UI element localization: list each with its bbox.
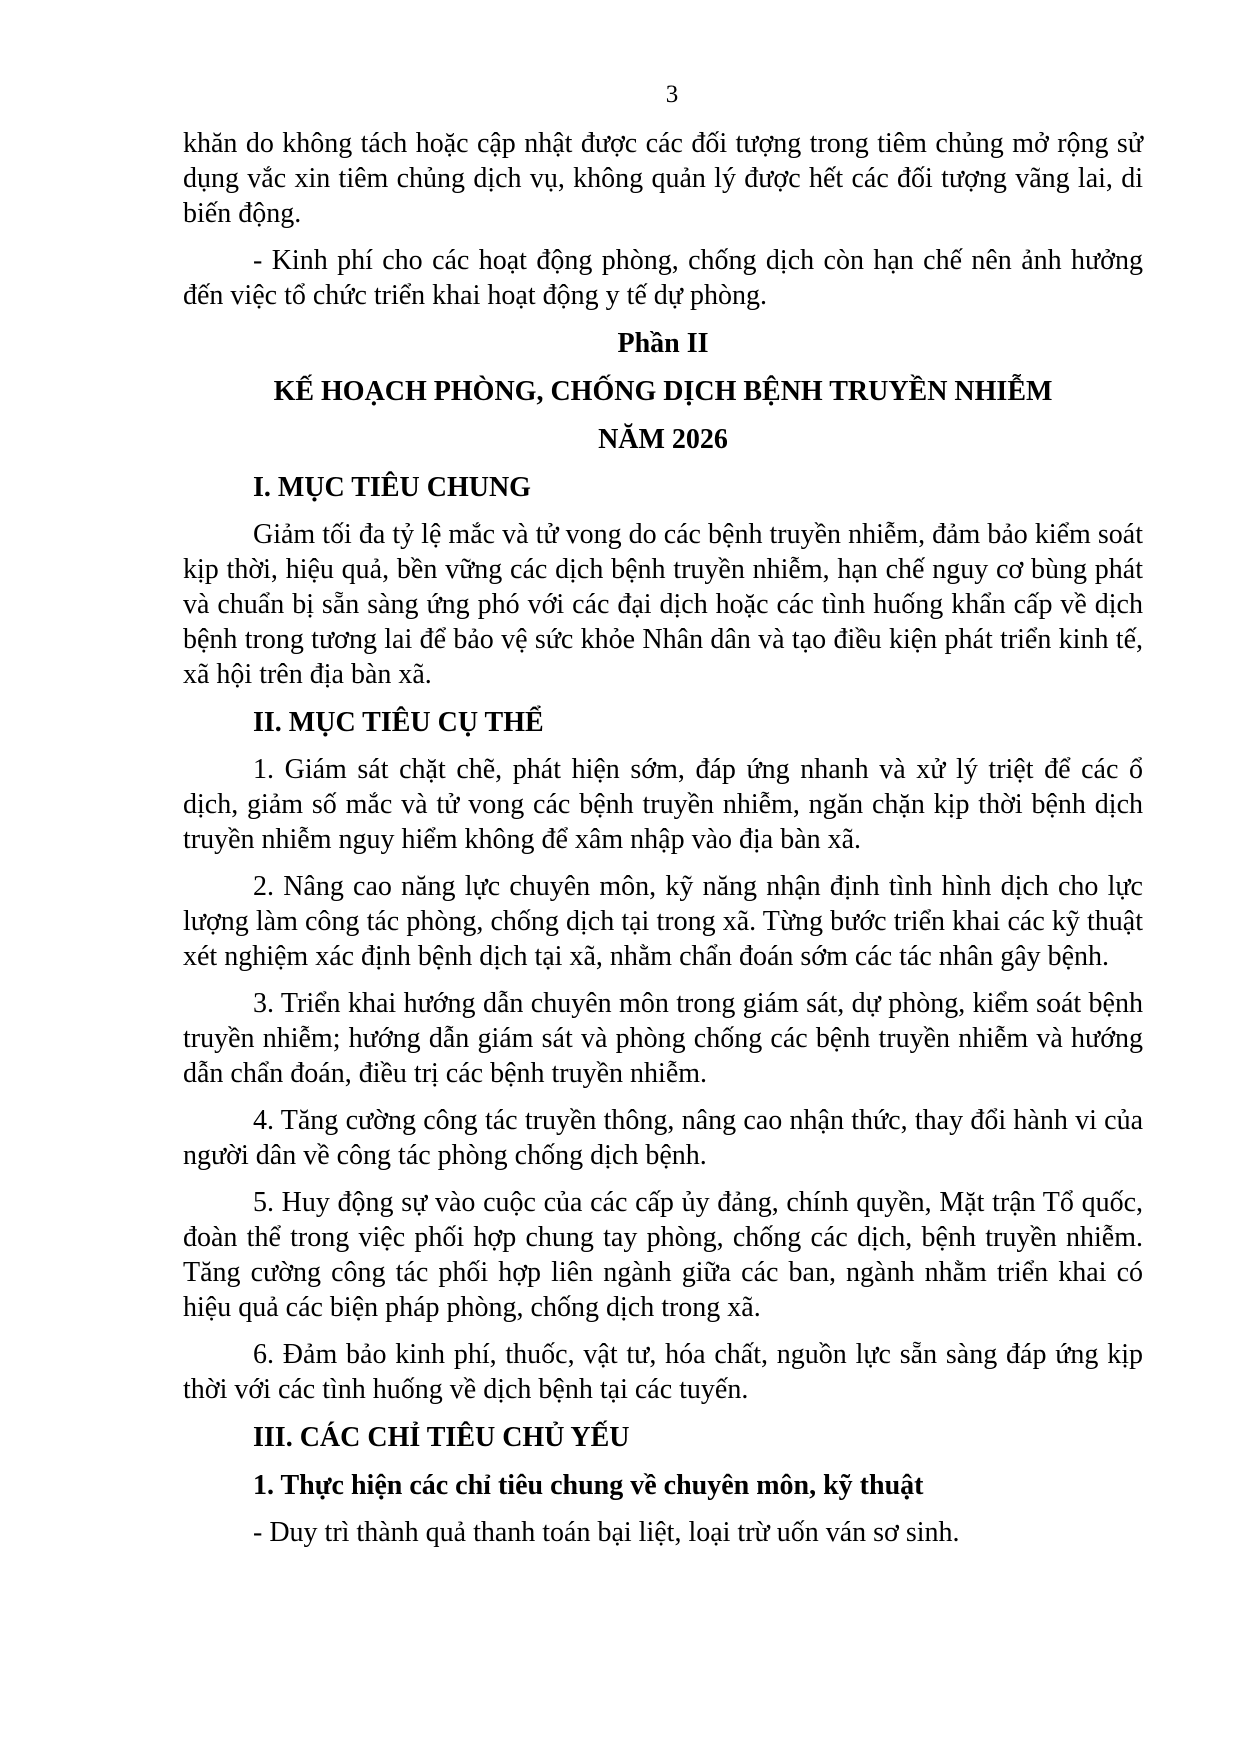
paragraph-funding: - Kinh phí cho các hoạt động phòng, chống dịch còn hạn chế nên ảnh hưởng đến việc tổ chức triển khai hoạt động y tế dự phòng. xyxy=(183,245,1143,311)
part-heading: Phần II xyxy=(617,328,709,359)
specific-goal-item: 3. Triển khai hướng dẫn chuyên môn trong giám sát, dự phòng, kiểm soát bệnh truyền nhiễm; hướng dẫn giám sát và phòng chống các bệnh truyền nhiễm và hướng dẫn chẩn đoán, điều trị các bệnh truyền nhiễm. xyxy=(183,988,1143,1089)
document-page xyxy=(183,78,1143,1550)
specific-goal-item: 5. Huy động sự vào cuộc của các cấp ủy đảng, chính quyền, Mặt trận Tổ quốc, đoàn thể trong việc phối hợp chung tay phòng, chống các dịch, bệnh truyền nhiễm. Tăng cường công tác phối hợp liên ngành giữa các ban, ngành nhằm triển khai có hiệu quả các biện pháp phòng, chống dịch trong xã. xyxy=(183,1187,1143,1323)
page-number: 3 xyxy=(665,81,679,108)
subsection-heading-technical-targets: 1. Thực hiện các chỉ tiêu chung về chuyên môn, kỹ thuật xyxy=(253,1470,924,1501)
plan-year: NĂM 2026 xyxy=(598,424,728,455)
specific-goal-item: 2. Nâng cao năng lực chuyên môn, kỹ năng nhận định tình hình dịch cho lực lượng làm công tác phòng, chống dịch tại trong xã. Từng bước triển khai các kỹ thuật xét nghiệm xác định bệnh dịch tại xã, nhằm chẩn đoán sớm các tác nhân gây bệnh. xyxy=(183,871,1143,972)
paragraph-general-goal: Giảm tối đa tỷ lệ mắc và tử vong do các bệnh truyền nhiễm, đảm bảo kiểm soát kịp thời, hiệu quả, bền vững các dịch bệnh truyền nhiễm, hạn chế nguy cơ bùng phát và chuẩn bị sẵn sàng ứng phó với các đại dịch hoặc các tình huống khẩn cấp về dịch bệnh trong tương lai để bảo vệ sức khỏe Nhân dân và tạo điều kiện phát triển kinh tế, xã hội trên địa bàn xã. xyxy=(183,519,1143,690)
section-heading-main-targets: III. CÁC CHỈ TIÊU CHỦ YẾU xyxy=(253,1422,630,1453)
specific-goal-item: 4. Tăng cường công tác truyền thông, nâng cao nhận thức, thay đổi hành vi của người dân về công tác phòng chống dịch bệnh. xyxy=(183,1105,1143,1171)
plan-title: KẾ HOẠCH PHÒNG, CHỐNG DỊCH BỆNH TRUYỀN NHIỄM xyxy=(273,376,1053,407)
paragraph-target-item: - Duy trì thành quả thanh toán bại liệt, loại trừ uốn ván sơ sinh. xyxy=(253,1517,960,1548)
paragraph-continued: khăn do không tách hoặc cập nhật được các đối tượng trong tiêm chủng mở rộng sử dụng vắc xin tiêm chủng dịch vụ, không quản lý được hết các đối tượng vãng lai, di biến động. xyxy=(183,128,1143,229)
section-heading-general-goal: I. MỤC TIÊU CHUNG xyxy=(253,472,531,503)
specific-goal-item: 1. Giám sát chặt chẽ, phát hiện sớm, đáp ứng nhanh và xử lý triệt để các ổ dịch, giảm số mắc và tử vong các bệnh truyền nhiễm, ngăn chặn kịp thời bệnh dịch truyền nhiễm nguy hiểm không để xâm nhập vào địa bàn xã. xyxy=(183,754,1143,855)
specific-goal-item: 6. Đảm bảo kinh phí, thuốc, vật tư, hóa chất, nguồn lực sẵn sàng đáp ứng kịp thời với các tình huống về dịch bệnh tại các tuyến. xyxy=(183,1339,1143,1405)
section-heading-specific-goals: II. MỤC TIÊU CỤ THỂ xyxy=(253,707,544,738)
